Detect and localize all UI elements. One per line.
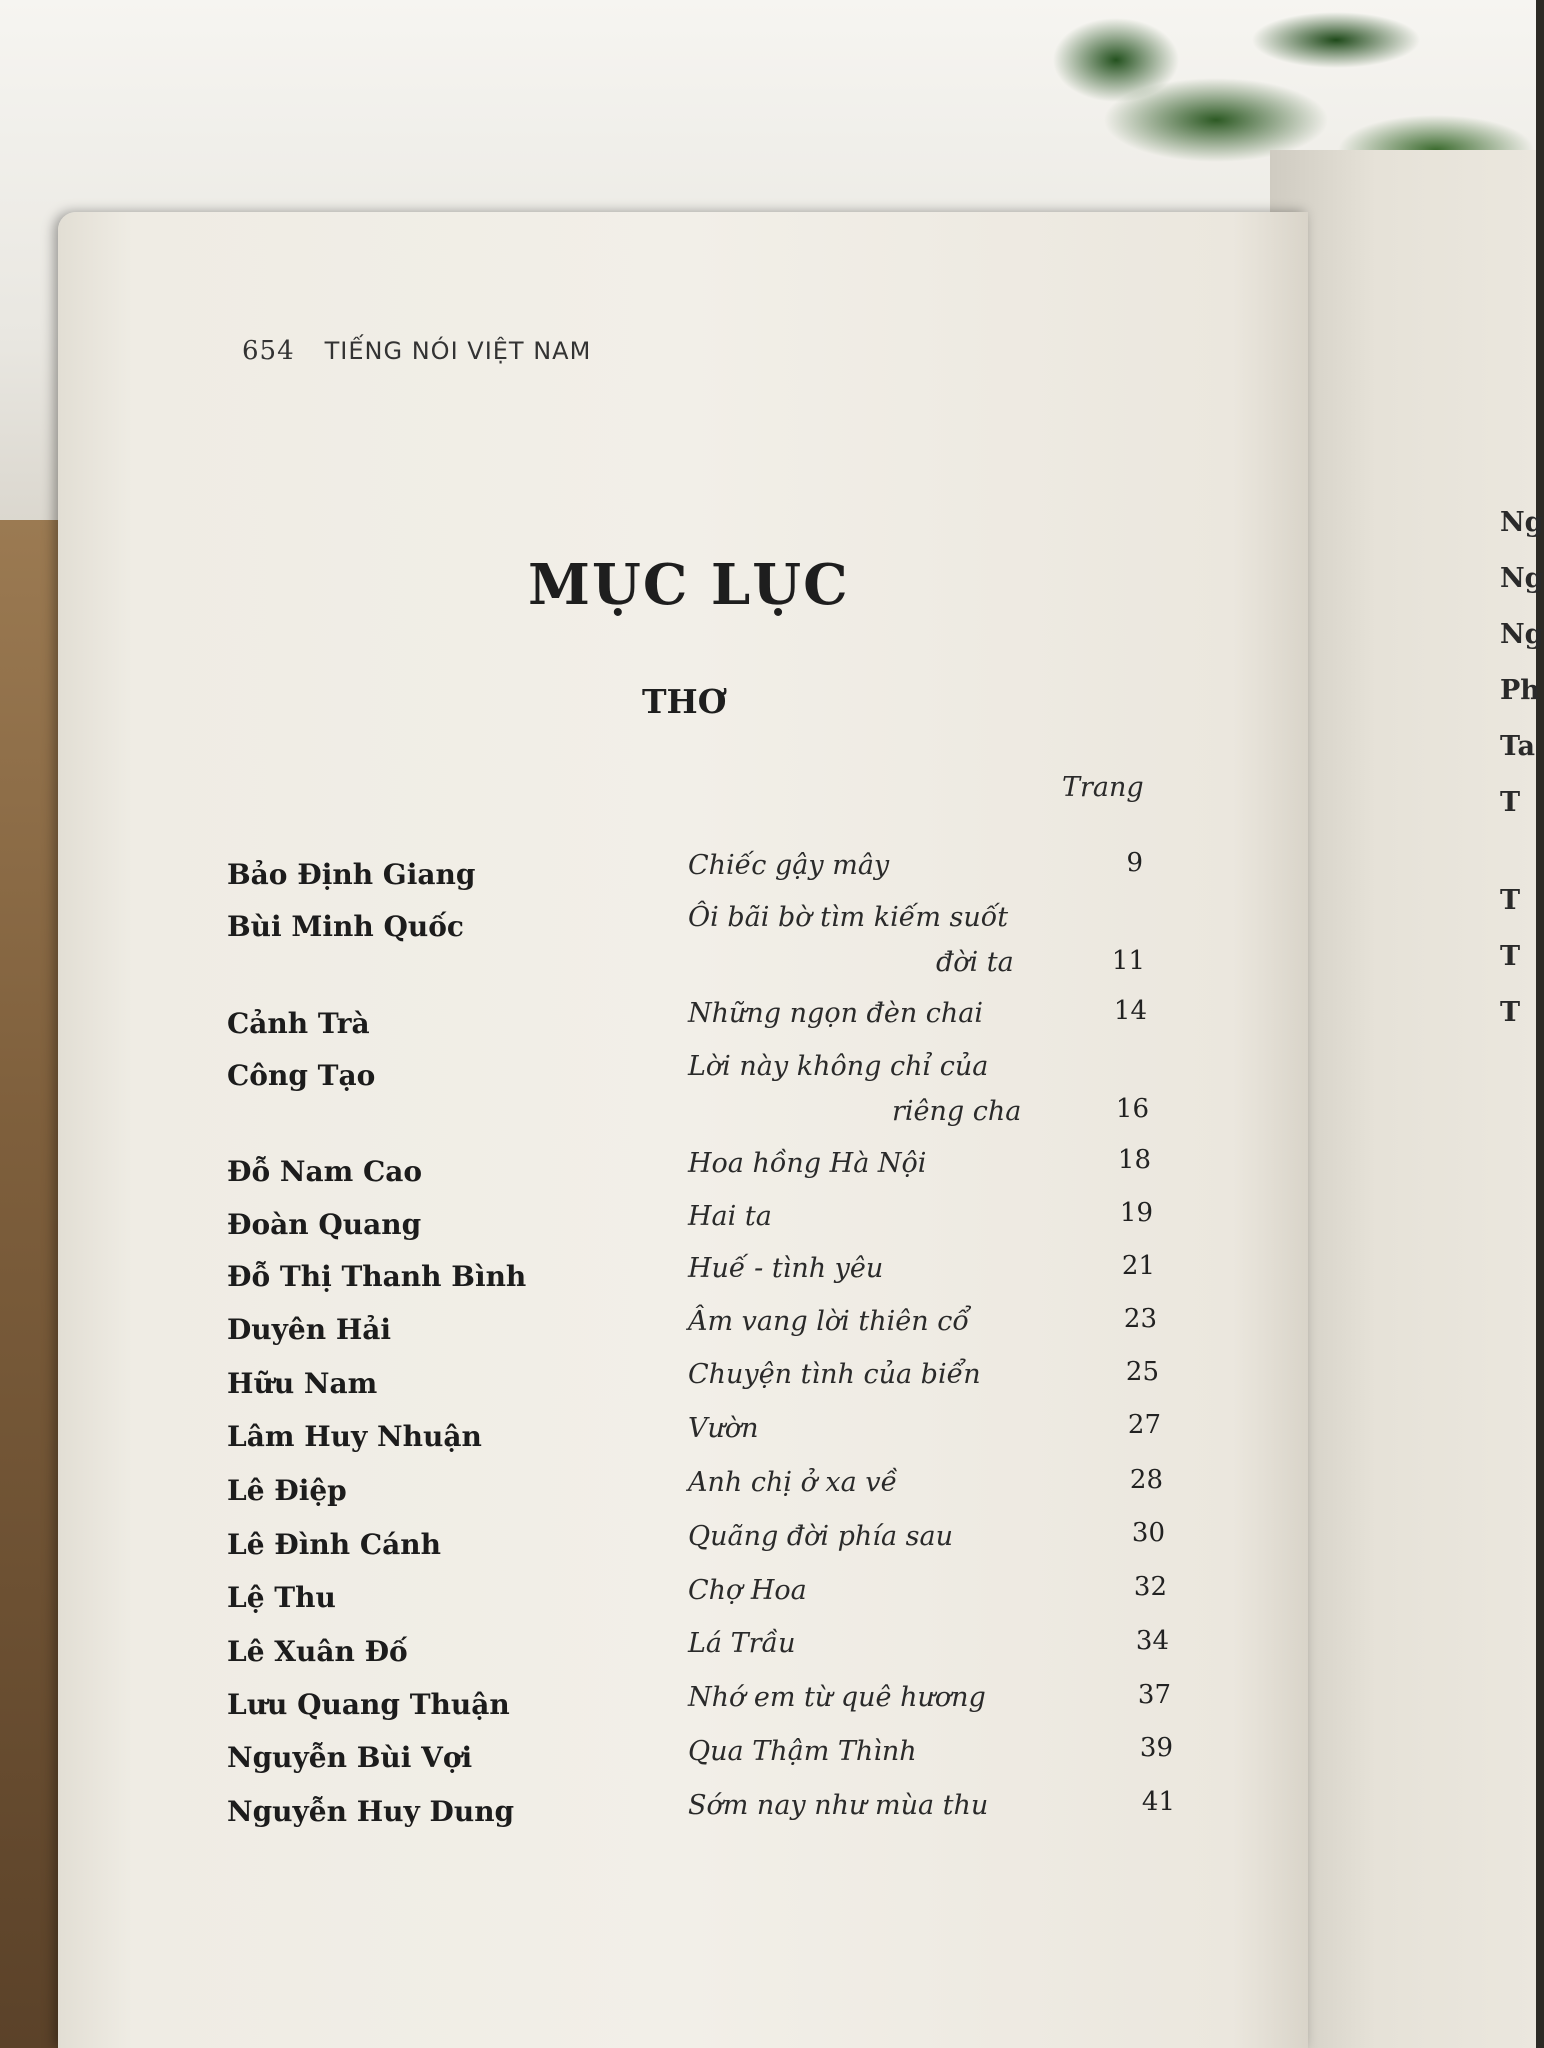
toc-page-number: 32 [1133, 1572, 1167, 1602]
toc-poem-title: Chuyện tình của biển [688, 1359, 981, 1390]
toc-page-number: 34 [1135, 1626, 1169, 1656]
toc-poem-title: Anh chị ở xa về [688, 1467, 898, 1498]
toc-author: Lệ Thu [227, 1581, 336, 1614]
toc-author: Lê Đình Cánh [227, 1528, 441, 1561]
toc-page-number: 28 [1129, 1465, 1163, 1495]
toc-page-number: 37 [1137, 1680, 1171, 1710]
right-letter: T [1500, 787, 1521, 818]
toc-poem-title: Sớm nay như mùa thu [688, 1790, 989, 1821]
toc-page-number: 14 [1113, 996, 1147, 1026]
toc-page-number: 41 [1141, 1787, 1175, 1817]
toc-author: Nguyễn Huy Dung [227, 1795, 515, 1828]
running-title: TIẾNG NÓI VIỆT NAM [324, 337, 592, 365]
toc-author: Bảo Định Giang [227, 858, 476, 891]
toc-page-number: 9 [1126, 848, 1143, 878]
right-letter: T [1500, 997, 1521, 1028]
toc-page-number: 39 [1139, 1733, 1173, 1763]
toc-author: Lâm Huy Nhuận [227, 1420, 482, 1453]
right-letter: Ng [1500, 507, 1544, 538]
right-letter: Ph [1500, 675, 1540, 706]
toc-author: Lưu Quang Thuận [227, 1688, 510, 1721]
toc-poem-title: Hoa hồng Hà Nội [688, 1148, 927, 1179]
page-number: 654 [242, 336, 295, 366]
toc-page-number: 25 [1125, 1357, 1159, 1387]
toc-poem-title: Lời này không chỉ của [688, 1051, 989, 1082]
toc-poem-title: Vườn [688, 1413, 759, 1444]
toc-author: Đỗ Thị Thanh Bình [227, 1260, 527, 1293]
toc-page-number: 11 [1111, 946, 1145, 976]
page-title: MỤC LỤC [528, 552, 850, 618]
toc-poem-title: Âm vang lời thiên cổ [688, 1306, 969, 1337]
toc-author: Đoàn Quang [227, 1208, 422, 1241]
toc-author: Lê Điệp [227, 1474, 347, 1507]
toc-page-number: 27 [1127, 1410, 1161, 1440]
toc-poem-title: Chiếc gậy mây [688, 850, 890, 881]
toc-author: Công Tạo [227, 1059, 376, 1092]
toc-poem-title-continued: riêng cha [892, 1096, 1022, 1127]
toc-poem-title: Lá Trầu [688, 1628, 796, 1659]
toc-page-number: 19 [1119, 1198, 1153, 1228]
section-heading: THƠ [642, 682, 727, 721]
right-letter: Ng [1500, 619, 1544, 650]
toc-poem-title: Những ngọn đèn chai [688, 998, 984, 1029]
toc-poem-title-continued: đời ta [936, 947, 1014, 978]
toc-poem-title: Chợ Hoa [688, 1575, 807, 1606]
toc-page-number: 16 [1115, 1094, 1149, 1124]
right-letter: Ta [1500, 731, 1536, 762]
toc-author: Duyên Hải [227, 1313, 392, 1346]
toc-poem-title: Ôi bãi bờ tìm kiếm suốt [688, 902, 1009, 933]
toc-page-number: 21 [1121, 1251, 1155, 1281]
toc-author: Bùi Minh Quốc [227, 910, 464, 943]
toc-author: Hữu Nam [227, 1367, 378, 1400]
right-letter: Ng [1500, 563, 1544, 594]
toc-page-number: 18 [1117, 1145, 1151, 1175]
toc-page-number: 23 [1123, 1304, 1157, 1334]
toc-page-number: 30 [1131, 1518, 1165, 1548]
toc-author: Cảnh Trà [227, 1007, 370, 1040]
page-column-label: Trang [1062, 772, 1144, 803]
toc-poem-title: Nhớ em từ quê hương [688, 1682, 986, 1713]
toc-author: Lê Xuân Đố [227, 1635, 408, 1668]
toc-poem-title: Quãng đời phía sau [688, 1521, 953, 1552]
right-letter: T [1500, 885, 1521, 916]
toc-poem-title: Hai ta [688, 1201, 772, 1232]
right-letter: T [1500, 941, 1521, 972]
toc-author: Nguyễn Bùi Vợi [227, 1741, 473, 1774]
toc-author: Đỗ Nam Cao [227, 1155, 423, 1188]
toc-poem-title: Qua Thậm Thình [688, 1736, 917, 1767]
toc-poem-title: Huế - tình yêu [688, 1253, 884, 1284]
